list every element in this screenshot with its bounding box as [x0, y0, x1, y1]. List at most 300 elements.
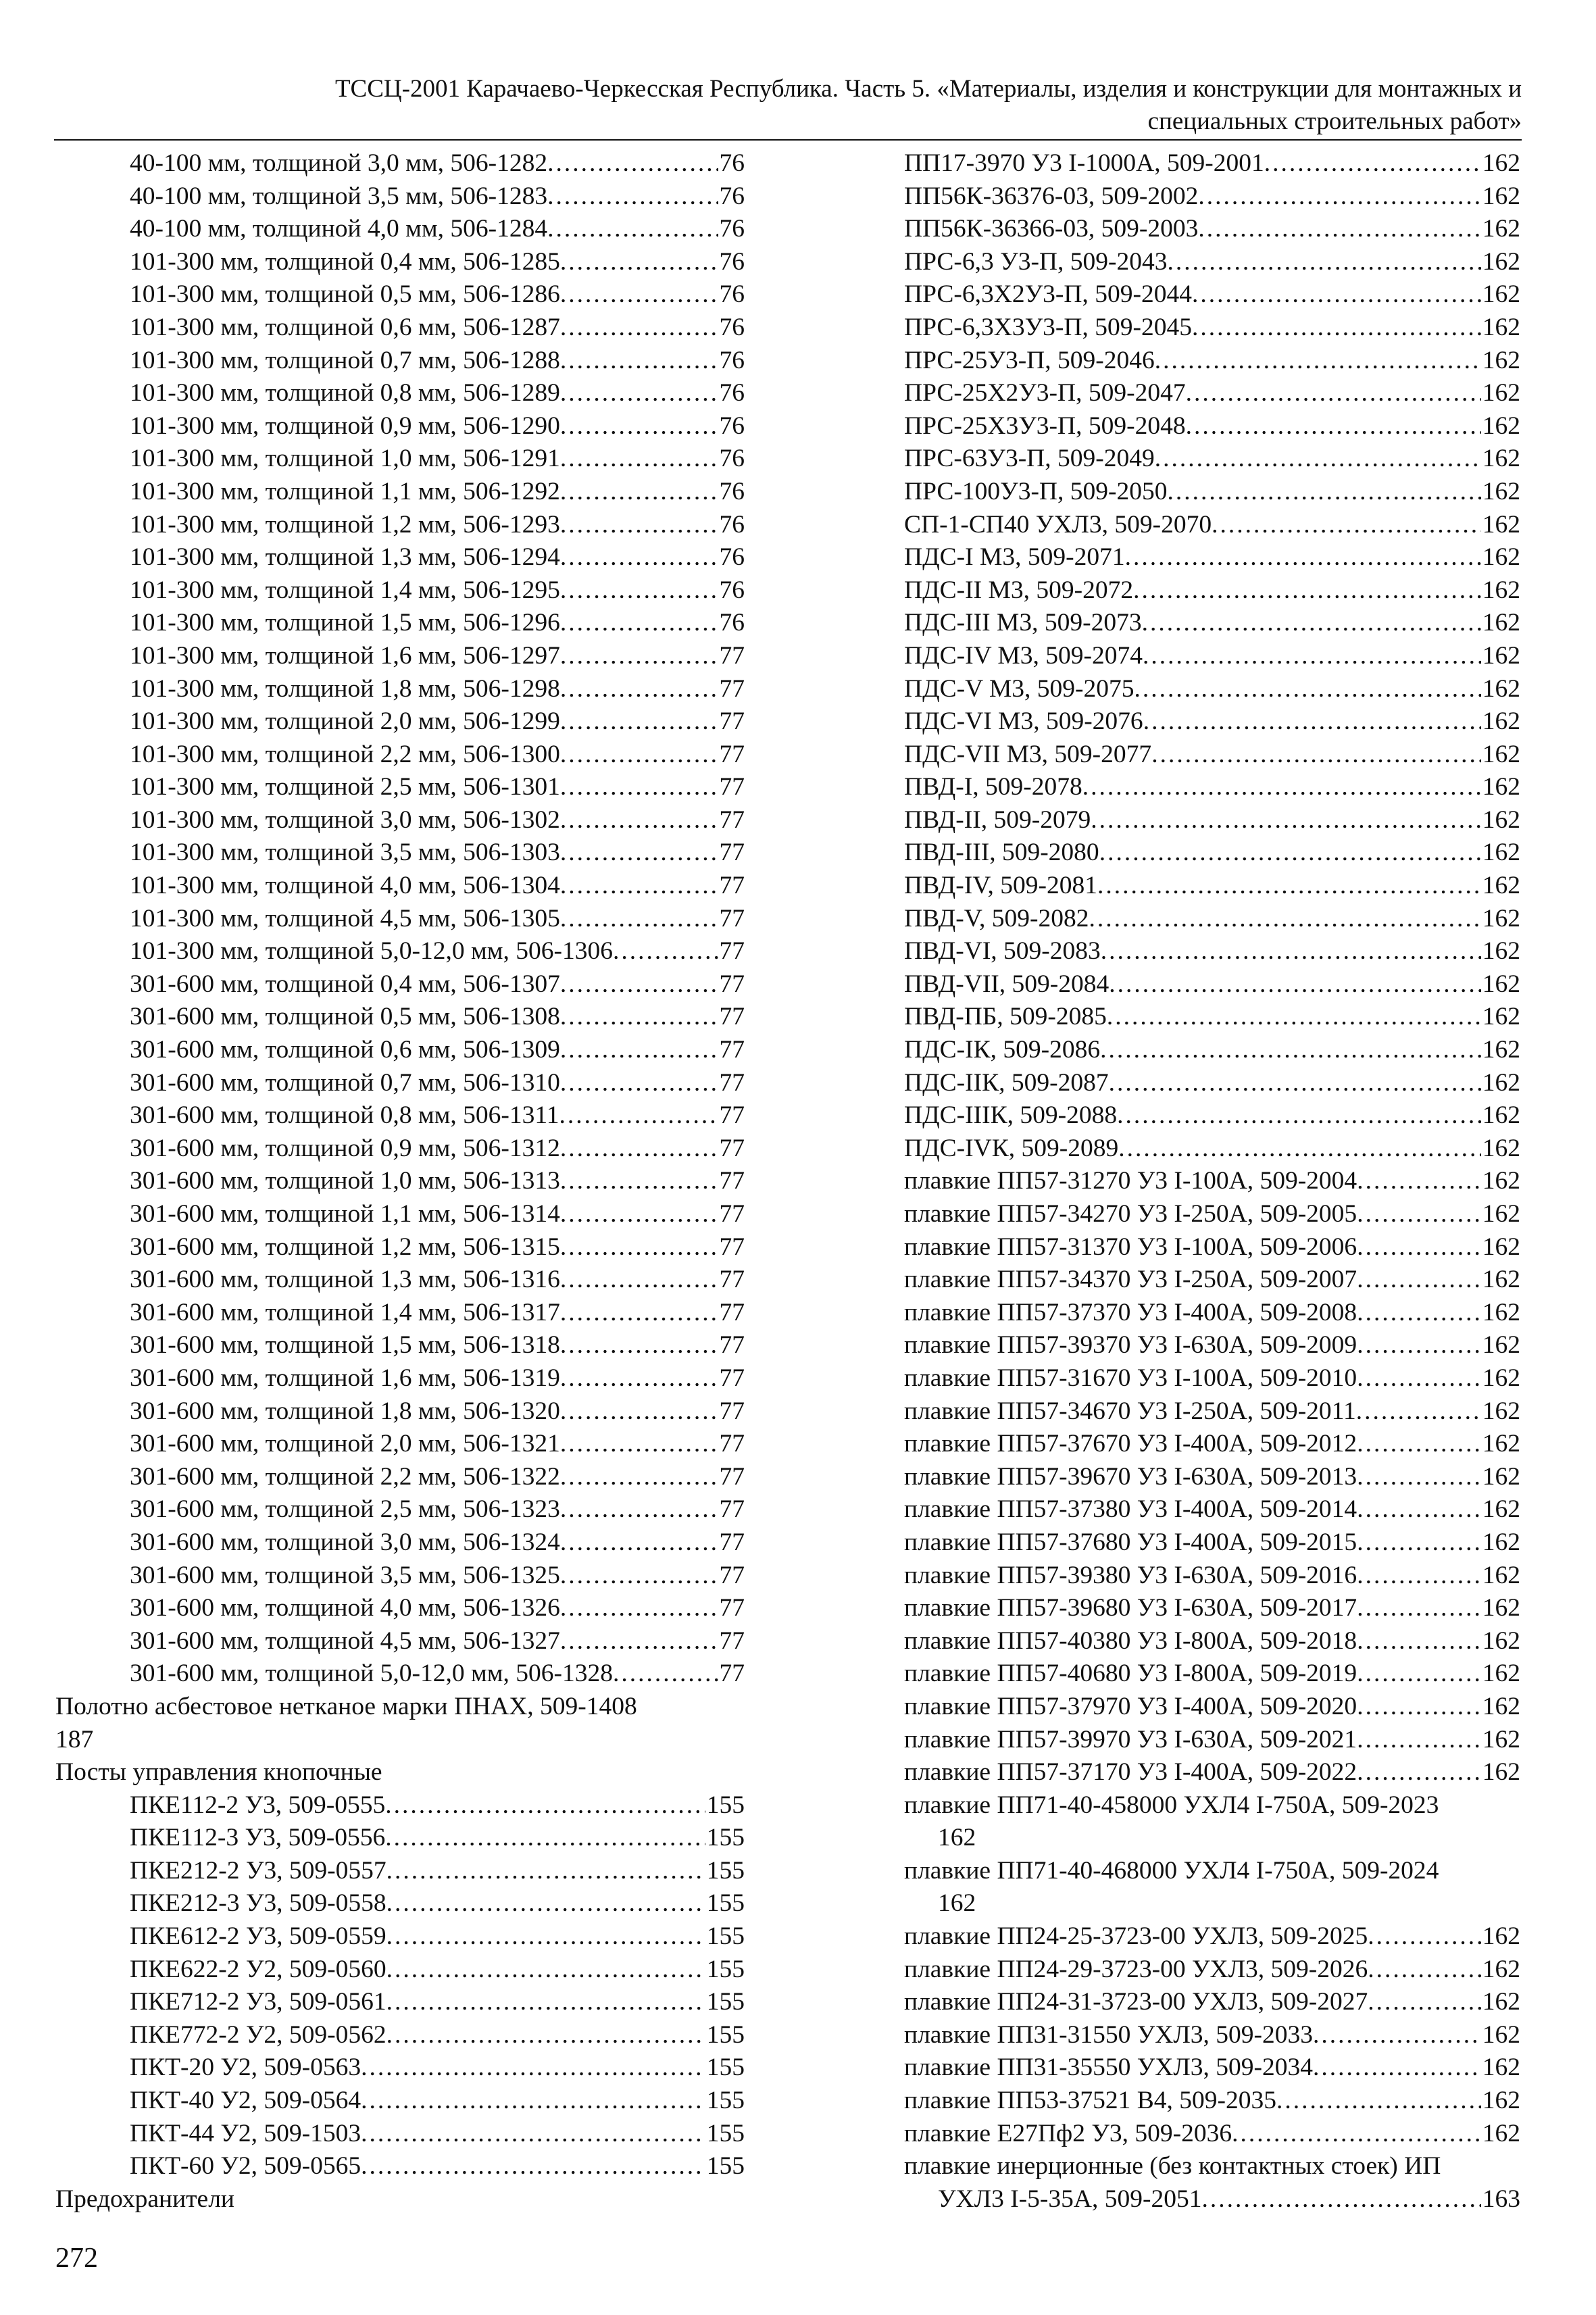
- index-entry: [904, 2085, 1520, 2118]
- dot-leader: [1357, 1691, 1481, 1724]
- index-entry: [904, 1658, 1520, 1691]
- index-entry-label: плавкие ПП24-31-3723-00 УХЛ3, 509-2027: [904, 1988, 1368, 2016]
- index-entry: [55, 1264, 745, 1297]
- index-entry: [904, 1461, 1520, 1494]
- index-entry-label: 101-300 мм, толщиной 2,0 мм, 506-1299: [130, 707, 560, 736]
- index-entry: [55, 1920, 745, 1953]
- dot-leader: [560, 1362, 718, 1395]
- index-entry-label: плавкие ПП57-37680 У3 I-400А, 509-2015: [904, 1528, 1357, 1556]
- index-heading: Посты управления кнопочные: [55, 1758, 382, 1787]
- dot-leader: [1192, 278, 1481, 312]
- index-entry: [904, 574, 1520, 607]
- dot-leader: [560, 574, 718, 607]
- index-entry: [904, 377, 1520, 410]
- index-entry: [55, 705, 745, 739]
- dot-leader: [1134, 673, 1481, 706]
- index-entry-page: 77: [719, 839, 745, 867]
- index-entry-page: 162: [1482, 313, 1520, 341]
- index-entry-page: 155: [706, 2152, 745, 2181]
- dot-leader: [1142, 607, 1481, 640]
- dot-leader: [1107, 1001, 1481, 1034]
- dot-leader: [385, 1789, 705, 1822]
- index-entry: [904, 1099, 1520, 1132]
- dot-leader: [560, 804, 718, 837]
- index-entry-label: плавкие ПП57-37970 У3 I-400А, 509-2020: [904, 1692, 1357, 1720]
- index-entry-page: 76: [719, 576, 745, 604]
- dot-leader: [1357, 1493, 1481, 1526]
- index-entry: [55, 1560, 745, 1593]
- index-entry-page: 162: [1482, 1266, 1520, 1294]
- index-entry-page: 162: [1482, 1561, 1520, 1589]
- index-entry-label: плавкие ПП24-25-3723-00 УХЛ3, 509-2025: [904, 1922, 1368, 1951]
- index-entry-page: 77: [719, 1594, 745, 1622]
- index-entry-label: ПДС-IVК, 509-2089: [904, 1134, 1119, 1162]
- dot-leader: [560, 1231, 718, 1264]
- index-entry-label: ПВД-V, 509-2082: [904, 904, 1089, 932]
- dot-leader: [1100, 1034, 1481, 1067]
- dot-leader: [560, 607, 718, 640]
- index-entry-page: 162: [1482, 247, 1520, 276]
- index-entry-label: 301-600 мм, толщиной 3,0 мм, 506-1324: [130, 1528, 560, 1556]
- index-entry-label: плавкие ПП57-34370 У3 I-250А, 509-2007: [904, 1266, 1357, 1294]
- index-entry-page: 162: [1482, 1528, 1520, 1556]
- index-entry-page: 162: [1482, 609, 1520, 637]
- index-entry-label: 101-300 мм, толщиной 1,3 мм, 506-1294: [130, 543, 560, 572]
- index-entry: [55, 278, 745, 312]
- index-entry-label: ПДС-IК, 509-2086: [904, 1036, 1101, 1064]
- index-entry-label: плавкие ПП57-40380 У3 I-800А, 509-2018: [904, 1626, 1357, 1655]
- index-entry: [904, 1198, 1520, 1231]
- dot-leader: [560, 1461, 718, 1494]
- index-entry: [904, 410, 1520, 443]
- index-entry: [904, 443, 1520, 476]
- index-entry-label: ПКЕ772-2 У2, 509-0562: [130, 2020, 386, 2049]
- index-entry-page: 162: [1482, 1397, 1520, 1425]
- index-entry: [55, 870, 745, 903]
- index-entry: [55, 1822, 745, 1855]
- index-entry-page: 162: [1482, 2053, 1520, 2082]
- dot-leader: [386, 1855, 705, 1888]
- index-entry: [55, 377, 745, 410]
- dot-leader: [1082, 771, 1481, 804]
- index-entry-page: 77: [719, 674, 745, 703]
- index-entry: [904, 278, 1520, 312]
- dot-leader: [385, 1822, 705, 1855]
- index-entry-page: 77: [719, 773, 745, 801]
- index-entry: [904, 705, 1520, 739]
- index-entry-page: 162: [1482, 1725, 1520, 1753]
- index-entry-page: 77: [719, 1462, 745, 1491]
- index-entry-label: 101-300 мм, толщиной 1,8 мм, 506-1298: [130, 674, 560, 703]
- index-entry: [55, 1198, 745, 1231]
- index-entry-page: 76: [719, 247, 745, 276]
- dot-leader: [361, 2118, 705, 2151]
- index-entry-label: ПВД-ПБ, 509-2085: [904, 1003, 1107, 1031]
- index-entry: [904, 804, 1520, 837]
- dot-leader: [1099, 837, 1481, 870]
- index-entry: [55, 935, 745, 968]
- dot-leader: [1089, 903, 1480, 936]
- dot-leader: [1232, 2118, 1481, 2151]
- dot-leader: [1357, 1461, 1481, 1494]
- index-entry-label: 301-600 мм, толщиной 0,9 мм, 506-1312: [130, 1134, 560, 1162]
- index-entry: [55, 1297, 745, 1330]
- dot-leader: [1357, 1592, 1481, 1625]
- index-entry-page: 162: [1482, 707, 1520, 736]
- index-entry-label: плавкие ПП57-31270 У3 I-100А, 509-2004: [904, 1167, 1357, 1195]
- index-entry-label: плавкие ПП57-31370 У3 I-100А, 509-2006: [904, 1233, 1357, 1261]
- index-entry-page: 77: [719, 970, 745, 998]
- index-entry: [55, 1034, 745, 1067]
- index-entry: [904, 903, 1520, 936]
- index-entry: [55, 541, 745, 574]
- index-entry-page: 76: [719, 149, 745, 177]
- index-entry: [904, 1691, 1520, 1724]
- index-entry-page: 162: [1482, 740, 1520, 768]
- index-entry-label: плавкие ПП57-34270 У3 I-250А, 509-2005: [904, 1200, 1357, 1228]
- header-line-1: ТССЦ-2001 Карачаево-Черкесская Республика. Часть 5. «Материалы, изделия и конструкции для монтажных и: [334, 75, 1522, 103]
- index-entry-label: 101-300 мм, толщиной 2,5 мм, 506-1301: [130, 773, 560, 801]
- index-entry: [55, 2019, 745, 2052]
- index-entry-page: 77: [719, 1200, 745, 1228]
- index-entry: [55, 312, 745, 345]
- index-entry-label: ПКТ-60 У2, 509-0565: [130, 2152, 361, 2181]
- dot-leader: [613, 1658, 718, 1691]
- index-entry-page: 155: [706, 2053, 745, 2082]
- index-entry: [904, 1428, 1520, 1461]
- index-entry-label: 101-300 мм, толщиной 3,5 мм, 506-1303: [130, 839, 560, 867]
- index-entry-page: 162: [938, 1889, 976, 1918]
- index-entry: [55, 2150, 745, 2183]
- index-entry-page: 162: [1482, 839, 1520, 867]
- index-entry: [904, 1986, 1520, 2019]
- index-entry-page: 162: [1482, 1922, 1520, 1951]
- index-entry: [55, 443, 745, 476]
- index-entry-page: 162: [1482, 2020, 1520, 2049]
- index-entry-page: 76: [719, 346, 745, 374]
- index-entry-label: 101-300 мм, толщиной 4,0 мм, 506-1304: [130, 872, 560, 900]
- index-entry-label: 301-600 мм, толщиной 1,4 мм, 506-1317: [130, 1298, 560, 1326]
- index-entry-label: 301-600 мм, толщиной 2,2 мм, 506-1322: [130, 1462, 560, 1491]
- index-entry-label: ПКЕ612-2 У3, 509-0559: [130, 1922, 386, 1951]
- index-entry: [55, 1461, 745, 1494]
- index-column-left: [55, 147, 745, 2216]
- dot-leader: [1357, 1526, 1481, 1560]
- dot-leader: [1192, 312, 1481, 345]
- dot-leader: [1313, 2019, 1481, 2052]
- dot-leader: [1198, 213, 1480, 246]
- index-entry-label: 101-300 мм, толщиной 1,1 мм, 506-1292: [130, 477, 560, 505]
- index-entry-page: 77: [719, 1068, 745, 1097]
- index-entry-page: 77: [719, 1397, 745, 1425]
- index-entry-page: 162: [1482, 1462, 1520, 1491]
- dot-leader: [1357, 1724, 1481, 1757]
- index-entry-page: 162: [1482, 805, 1520, 834]
- index-entry-page: 76: [719, 280, 745, 309]
- index-entry-label: ПДС-II М3, 509-2072: [904, 576, 1134, 604]
- index-entry-label: ПРС-6,3Х2У3-П, 509-2044: [904, 280, 1192, 309]
- index-entry-label: 301-600 мм, толщиной 2,5 мм, 506-1323: [130, 1495, 560, 1524]
- dot-leader: [1368, 1953, 1481, 1987]
- index-entry-page: 77: [719, 1167, 745, 1195]
- index-entry: [55, 1592, 745, 1625]
- index-entry-label: 301-600 мм, толщиной 1,0 мм, 506-1313: [130, 1167, 560, 1195]
- index-entry: [904, 1953, 1520, 1987]
- index-entry-page: 162: [938, 1824, 976, 1852]
- index-entry: [904, 312, 1520, 345]
- dot-leader: [1097, 870, 1481, 903]
- index-entry-label: 301-600 мм, толщиной 0,5 мм, 506-1308: [130, 1003, 560, 1031]
- index-entry-page: 162: [1482, 970, 1520, 998]
- dot-leader: [1357, 1329, 1481, 1362]
- index-entry-page: 77: [719, 1430, 745, 1458]
- index-entry-page: 76: [719, 379, 745, 407]
- index-entry-label: плавкие ПП57-31670 У3 I-100А, 509-2010: [904, 1364, 1357, 1392]
- index-entry-label: 101-300 мм, толщиной 0,8 мм, 506-1289: [130, 379, 560, 407]
- index-entry-label: 101-300 мм, толщиной 0,6 мм, 506-1287: [130, 313, 560, 341]
- index-entry: [904, 345, 1520, 378]
- index-entry: [904, 509, 1520, 542]
- dot-leader: [560, 312, 718, 345]
- dot-leader: [1368, 1920, 1481, 1953]
- index-entry: [55, 2085, 745, 2118]
- index-entry-page: 155: [706, 2119, 745, 2147]
- index-entry-label: ПВД-VII, 509-2084: [904, 970, 1109, 998]
- dot-leader: [560, 673, 718, 706]
- dot-leader: [1151, 739, 1481, 772]
- index-entry-label: ПДС-I М3, 509-2071: [904, 543, 1125, 572]
- index-entry-page: 162: [1482, 215, 1520, 243]
- index-entry-label: плавкие ПП31-35550 УХЛ3, 509-2034: [904, 2053, 1314, 2082]
- index-entry-page: 77: [719, 805, 745, 834]
- index-entry: [55, 2118, 745, 2151]
- index-entry-label: СП-1-СП40 УХЛ3, 509-2070: [904, 510, 1212, 539]
- index-entry-label: 301-600 мм, толщиной 3,5 мм, 506-1325: [130, 1561, 560, 1589]
- index-entry-label: 301-600 мм, толщиной 0,6 мм, 506-1309: [130, 1036, 560, 1064]
- index-entry-label: 101-300 мм, толщиной 0,9 мм, 506-1290: [130, 412, 560, 440]
- dot-leader: [560, 1034, 718, 1067]
- index-entry-label: ПКЕ212-3 У3, 509-0558: [130, 1889, 386, 1918]
- index-entry-label: ПВД-VI, 509-2083: [904, 937, 1101, 966]
- index-entry-page: 162: [1482, 1988, 1520, 2016]
- dot-leader: [560, 640, 718, 673]
- index-entry-page: 76: [719, 510, 745, 539]
- index-entry-label: плавкие ПП71-40-468000 УХЛ4 I-750А, 509-2024: [904, 1856, 1439, 1885]
- index-entry-page: 77: [719, 1134, 745, 1162]
- index-entry: [55, 1526, 745, 1560]
- index-entry-label: 101-300 мм, толщиной 1,6 мм, 506-1297: [130, 641, 560, 670]
- index-entry-label: ПП17-3970 У3 I-1000А, 509-2001: [904, 149, 1264, 177]
- index-entry-label: 301-600 мм, толщиной 1,1 мм, 506-1314: [130, 1200, 560, 1228]
- index-entry: [904, 1001, 1520, 1034]
- index-entry-page: 162: [1482, 477, 1520, 505]
- index-entry-continuation: [904, 1887, 1520, 1920]
- index-entry-label: 101-300 мм, толщиной 5,0-12,0 мм, 506-1306: [130, 937, 613, 966]
- index-entry: [904, 1592, 1520, 1625]
- index-entry-label: плавкие ПП57-40680 У3 I-800А, 509-2019: [904, 1660, 1357, 1688]
- index-entry: [904, 1034, 1520, 1067]
- index-entry: [904, 1526, 1520, 1560]
- index-entry-label: ПВД-II, 509-2079: [904, 805, 1091, 834]
- index-entry-label: плавкие ПП71-40-458000 УХЛ4 I-750А, 509-2023: [904, 1791, 1439, 1819]
- index-entry-label: плавкие ПП31-31550 УХЛ3, 509-2033: [904, 2020, 1314, 2049]
- index-entry-continuation: [904, 1822, 1520, 1855]
- index-entry-page: 162: [1482, 346, 1520, 374]
- index-entry: [904, 870, 1520, 903]
- index-entry: [904, 213, 1520, 246]
- dot-leader: [560, 1560, 718, 1593]
- index-entry: [904, 180, 1520, 214]
- index-entry-page: 162: [1482, 1626, 1520, 1655]
- index-entry-label: 301-600 мм, толщиной 1,2 мм, 506-1315: [130, 1233, 560, 1261]
- index-entry-label: плавкие ПП57-39670 У3 I-630А, 509-2013: [904, 1462, 1357, 1491]
- index-entry-page: 162: [1482, 937, 1520, 966]
- dot-leader: [361, 2150, 705, 2183]
- dot-leader: [559, 1099, 718, 1132]
- dot-leader: [1368, 1986, 1481, 2019]
- index-entry: [904, 1395, 1520, 1428]
- dot-leader: [1357, 1165, 1481, 1198]
- index-entry-label: плавкие ПП57-39370 У3 I-630А, 509-2009: [904, 1331, 1357, 1360]
- index-entry-page: 77: [719, 904, 745, 932]
- index-entry-page: 155: [706, 1856, 745, 1885]
- index-entry: [55, 673, 745, 706]
- index-entry-page: 162: [1482, 1298, 1520, 1326]
- index-entry-label: плавкие ПП57-39380 У3 I-630А, 509-2016: [904, 1561, 1357, 1589]
- dot-leader: [560, 476, 718, 509]
- index-entry: [55, 640, 745, 673]
- index-entry-page: 77: [719, 1528, 745, 1556]
- index-entry-label: ПДС-VI М3, 509-2076: [904, 707, 1143, 736]
- index-entry-page: 162: [1482, 1101, 1520, 1130]
- index-entry-label: ПДС-V М3, 509-2075: [904, 674, 1134, 703]
- index-entry-page: 163: [1482, 2185, 1520, 2213]
- index-entry-label: плавкие ПП57-34670 У3 I-250А, 509-2011: [904, 1397, 1356, 1425]
- index-entry-label: ПКТ-44 У2, 509-1503: [130, 2119, 361, 2147]
- dot-leader: [1125, 541, 1481, 574]
- index-entry: [904, 739, 1520, 772]
- index-entry-label: плавкие ПП57-37370 У3 I-400А, 509-2008: [904, 1298, 1357, 1326]
- index-entry-page: 76: [719, 313, 745, 341]
- index-entry-page: 162: [1482, 1233, 1520, 1261]
- index-entry-label: плавкие ПП57-37670 У3 I-400А, 509-2012: [904, 1430, 1357, 1458]
- dot-leader: [1357, 1231, 1481, 1264]
- index-entry: [904, 1329, 1520, 1362]
- index-entry-page: 162: [1482, 412, 1520, 440]
- index-entry: [55, 213, 745, 246]
- index-entry-label: 301-600 мм, толщиной 5,0-12,0 мм, 506-1328: [130, 1660, 613, 1688]
- dot-leader: [1133, 574, 1481, 607]
- index-entry-page: 162: [1482, 2087, 1520, 2115]
- dot-leader: [560, 509, 718, 542]
- index-entry: [55, 903, 745, 936]
- dot-leader: [560, 1297, 718, 1330]
- dot-leader: [560, 705, 718, 739]
- index-entry-page: 76: [719, 543, 745, 572]
- index-entry: [904, 476, 1520, 509]
- dot-leader: [1357, 1428, 1481, 1461]
- index-entry: [904, 2183, 1520, 2216]
- index-entry-page: 77: [719, 707, 745, 736]
- index-entry-page: 162: [1482, 1594, 1520, 1622]
- index-entry-page: 155: [706, 1922, 745, 1951]
- index-entry-page: 77: [719, 937, 745, 966]
- dot-leader: [1357, 1756, 1481, 1789]
- dot-leader: [560, 443, 718, 476]
- dot-leader: [1356, 1395, 1481, 1428]
- index-entry-label: ПКЕ212-2 У3, 509-0557: [130, 1856, 386, 1885]
- dot-leader: [361, 2051, 705, 2085]
- index-entry-label: 101-300 мм, толщиной 0,5 мм, 506-1286: [130, 280, 560, 309]
- index-entry-label: ПКЕ712-2 У3, 509-0561: [130, 1988, 386, 2016]
- dot-leader: [560, 1198, 718, 1231]
- index-entry: [904, 1067, 1520, 1100]
- index-entry-page: 155: [706, 2020, 745, 2049]
- index-entry-page: 162: [1482, 182, 1520, 210]
- index-entry-page: 162: [1482, 149, 1520, 177]
- index-entry: [55, 147, 745, 180]
- index-entry-page: 77: [719, 1660, 745, 1688]
- index-entry-page: 76: [719, 609, 745, 637]
- index-entry-label: ПДС-IV М3, 509-2074: [904, 641, 1143, 670]
- dot-leader: [1168, 246, 1481, 279]
- index-entry-page: 162: [1482, 576, 1520, 604]
- index-entry-label: 301-600 мм, толщиной 1,8 мм, 506-1320: [130, 1397, 560, 1425]
- dot-leader: [613, 935, 718, 968]
- dot-leader: [1186, 410, 1481, 443]
- index-entry: [55, 1887, 745, 1920]
- dot-leader: [560, 1526, 718, 1560]
- index-entry: [55, 1855, 745, 1888]
- dot-leader: [547, 147, 718, 180]
- index-entry: [904, 2019, 1520, 2052]
- dot-leader: [1357, 1198, 1481, 1231]
- dot-leader: [1155, 345, 1481, 378]
- index-entry-label: плавкие ПП53-37521 В4, 509-2035: [904, 2087, 1276, 2115]
- index-entry-page: 77: [719, 641, 745, 670]
- index-entry: [904, 607, 1520, 640]
- index-entry-page: 162: [1482, 1134, 1520, 1162]
- index-entry-label: 301-600 мм, толщиной 0,8 мм, 506-1311: [130, 1101, 559, 1130]
- index-entry: [904, 2051, 1520, 2085]
- dot-leader: [1357, 1264, 1481, 1297]
- index-entry-page: 162: [1482, 1955, 1520, 1983]
- dot-leader: [560, 870, 718, 903]
- index-entry-label: ПДС-IIIК, 509-2088: [904, 1101, 1118, 1130]
- index-entry: [55, 2051, 745, 2085]
- index-entry: [55, 771, 745, 804]
- index-entry-label: 301-600 мм, толщиной 0,4 мм, 506-1307: [130, 970, 560, 998]
- dot-leader: [560, 1329, 718, 1362]
- dot-leader: [1101, 935, 1481, 968]
- index-entry-label: ПКЕ112-3 У3, 509-0556: [130, 1824, 386, 1852]
- dot-leader: [386, 1920, 705, 1953]
- index-entry: [904, 1625, 1520, 1658]
- index-entry: [55, 1362, 745, 1395]
- dot-leader: [560, 739, 718, 772]
- index-entry-page: 155: [706, 1955, 745, 1983]
- index-entry: [904, 673, 1520, 706]
- index-entry: [55, 804, 745, 837]
- index-entry-page: 155: [706, 2087, 745, 2115]
- index-entry: [904, 1132, 1520, 1166]
- index-entry: [904, 246, 1520, 279]
- index-entry-page: 76: [719, 215, 745, 243]
- index-entry-page: 77: [719, 1266, 745, 1294]
- index-entry-label: плавкие ПП57-37170 У3 I-400А, 509-2022: [904, 1758, 1357, 1787]
- index-entry-label: ПРС-25Х3У3-П, 509-2048: [904, 412, 1186, 440]
- dot-leader: [1143, 640, 1481, 673]
